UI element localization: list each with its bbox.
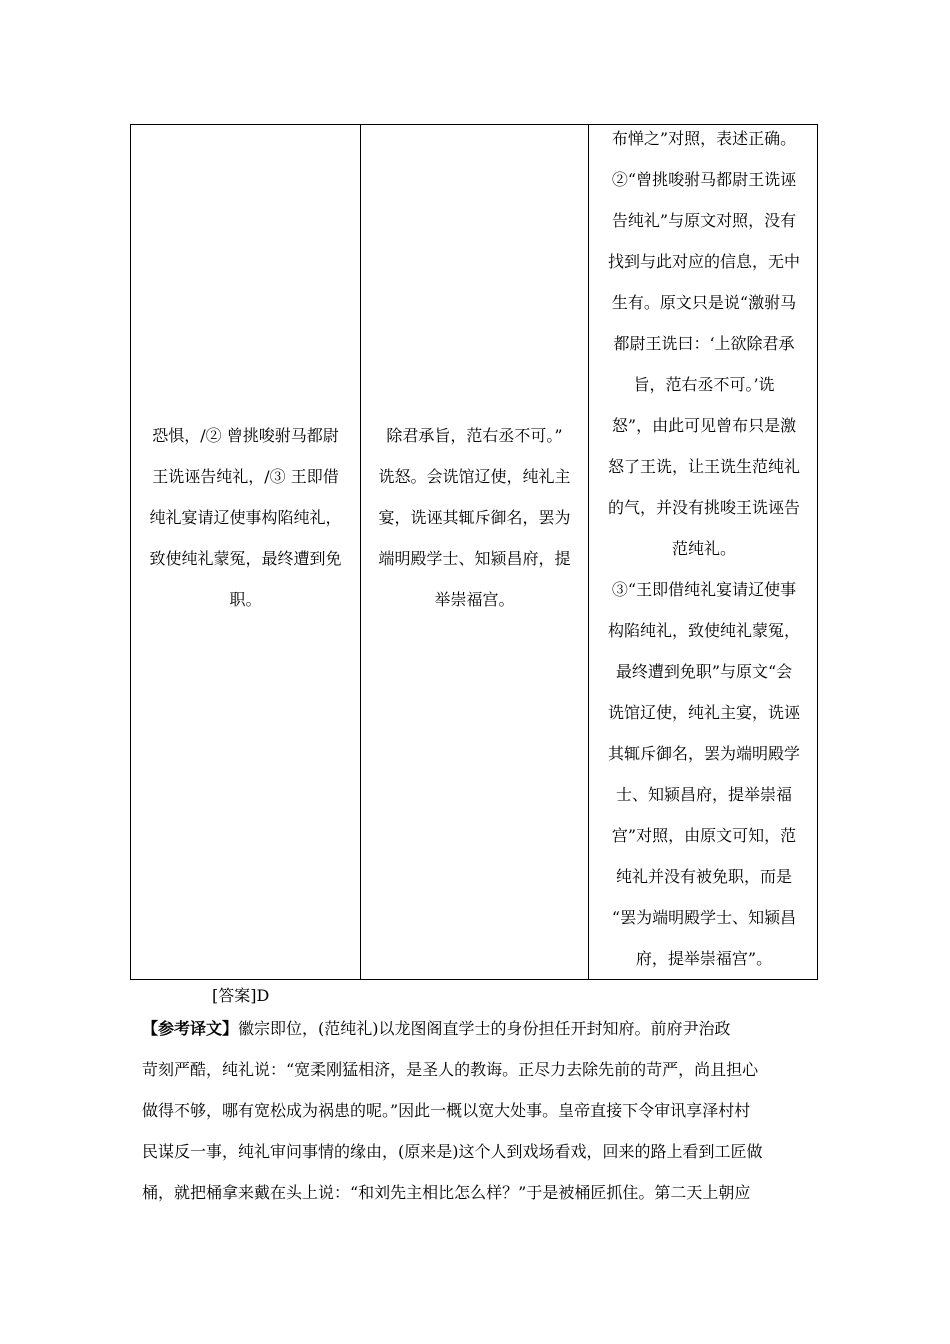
text-line: ②“曾挑唆驸马都尉王诜诬 (611, 170, 797, 189)
text-line: 府，提举崇福宫”。 (635, 949, 773, 968)
text-line: 诜馆辽使，纯礼主宴，诜诬 (607, 703, 800, 722)
cell-text-analysis (589, 118, 819, 979)
table-cell-options (131, 125, 361, 979)
text-line: “罢为端明殿学士、知颍昌 (611, 908, 797, 927)
text-line: 恐惧，/② 曾挑唆驸马都尉 (152, 426, 339, 445)
text-line: ③“王即借纯礼宴请辽使事 (611, 580, 797, 599)
text-line: 职。 (229, 590, 262, 609)
answer-label: [答案]D (212, 986, 270, 1005)
translation-first-line-text: 徽宗即位，(范纯礼)以龙图阁直学士的身份担任开封知府。前府尹治政 (238, 1019, 731, 1038)
text-line: 纯礼并没有被免职，而是 (615, 867, 792, 886)
text-line: 怒”，由此可见曾布只是激 (611, 416, 797, 435)
translation-line: 民谋反一事，纯礼审问事情的缘由，(原来是)这个人到戏场看戏，回来的路上看到工匠做 (142, 1142, 763, 1161)
table-cell-analysis (589, 125, 819, 979)
text-line: 生有。原文只是说“激驸马 (611, 293, 797, 312)
text-line: 的气，并没有挑唆王诜诬告 (607, 498, 800, 517)
translation-line: 苛刻严酷，纯礼说：“宽柔刚猛相济，是圣人的教诲。正尽力去除先前的苛严，尚且担心 (142, 1060, 759, 1079)
text-line: 找到与此对应的信息，无中 (607, 252, 800, 271)
text-line: 都尉王诜曰：‘上欲除君承 (613, 334, 795, 353)
text-line: 端明殿学士、知颍昌府，提 (378, 549, 571, 568)
text-line: 举崇福宫。 (434, 590, 515, 609)
text-line: 告纯礼”与原文对照，没有 (611, 211, 797, 230)
cell-text-options (131, 415, 360, 620)
text-line: 其辄斥御名，罢为端明殿学 (607, 744, 800, 763)
text-line: 诜怒。会诜馆辽使，纯礼主 (378, 467, 571, 486)
analysis-table (130, 124, 818, 980)
translation-heading: 【参考译文】 (142, 1019, 239, 1038)
reference-translation (142, 1008, 806, 1213)
translation-first-line (142, 1008, 806, 1049)
text-line: 宫”对照，由原文可知，范 (611, 826, 797, 845)
translation-line: 桶，就把桶拿来戴在头上说：“和刘先主相比怎么样？”于是被桶匠抓住。第二天上朝应 (142, 1183, 751, 1202)
text-line: 士、知颍昌府，提举崇福 (615, 785, 792, 804)
text-line: 怒了王诜，让王诜生范纯礼 (607, 457, 800, 476)
text-line: 构陷纯礼，致使纯礼蒙冤， (607, 621, 800, 640)
text-line: 纯礼宴请辽使事构陷纯礼， (149, 508, 342, 527)
text-line: 最终遭到免职”与原文“会 (615, 662, 793, 681)
text-line: 致使纯礼蒙冤，最终遭到免 (149, 549, 342, 568)
text-line: 除君承旨，范右丞不可。” (386, 426, 563, 445)
text-line: 旨，范右丞不可。’诜 (633, 375, 775, 394)
translation-line: 做得不够，哪有宽松成为祸患的呢。”因此一概以宽大处事。皇帝直接下令审讯享泽村村 (142, 1101, 751, 1120)
text-line: 范纯礼。 (671, 539, 736, 558)
text-line: 宴，诜诬其辄斥御名，罢为 (378, 508, 571, 527)
table-cell-original-text (361, 125, 589, 979)
text-line: 王诜诬告纯礼，/③ 王即借 (152, 467, 339, 486)
cell-text-original (361, 415, 588, 620)
text-line: 布惮之”对照，表述正确。 (611, 129, 797, 148)
